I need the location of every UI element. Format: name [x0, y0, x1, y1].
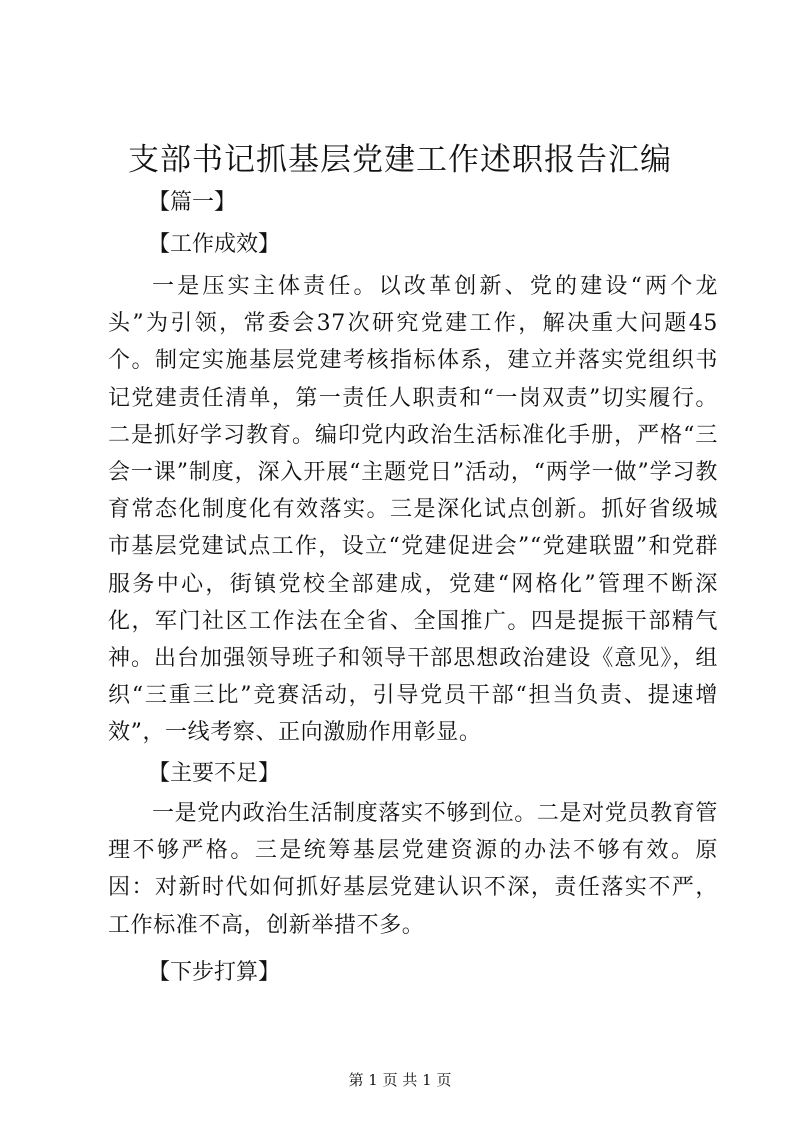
- page-footer: 第 1 页 共 1 页: [348, 1071, 452, 1089]
- section-heading-achievements: 【工作成效】: [148, 232, 281, 257]
- section-body-achievements: 一是压实主体责任。以改革创新、党的建设“两个龙头”为引领，常委会37次研究党建工作，解决重大问题45个。制定实施基层党建考核指标体系，建立并落实党组织书记党建责任清单，第一责任人职责和“一岗双责”切实履行。二是抓好学习教育。编印党内政治生活标准化手册，严格“三会一课”制度，深入开展“主题党日”活动，“两学一做”学习教育常态化制度化有效落实。三是深化试点创新。抓好省级城市基层党建试点工作，设立“党建促进会”“党建联盟”和党群服务中心，街镇党校全部建成，党建“网格化”管理不断深化，军门社区工作法在全省、全国推广。四是提振干部精气神。出台加强领导班子和领导干部思想政治建设《意见》，组织“三重三比”竞赛活动，引导党员干部“担当负责、提速增效”，一线考察、正向激励作用彰显。: [108, 274, 718, 746]
- section-heading-next-steps: 【下步打算】: [148, 960, 281, 985]
- section-body-shortcomings: 一是党内政治生活制度落实不够到位。二是对党员教育管理不够严格。三是统筹基层党建资源的办法不够有效。原因：对新时代如何抓好基层党建认识不深，责任落实不严，工作标准不高，创新举措不多。: [108, 801, 718, 938]
- section-heading-shortcomings: 【主要不足】: [148, 761, 281, 786]
- document-title: 支部书记抓基层党建工作述职报告汇编: [128, 142, 672, 178]
- part-label: 【篇一】: [148, 190, 237, 215]
